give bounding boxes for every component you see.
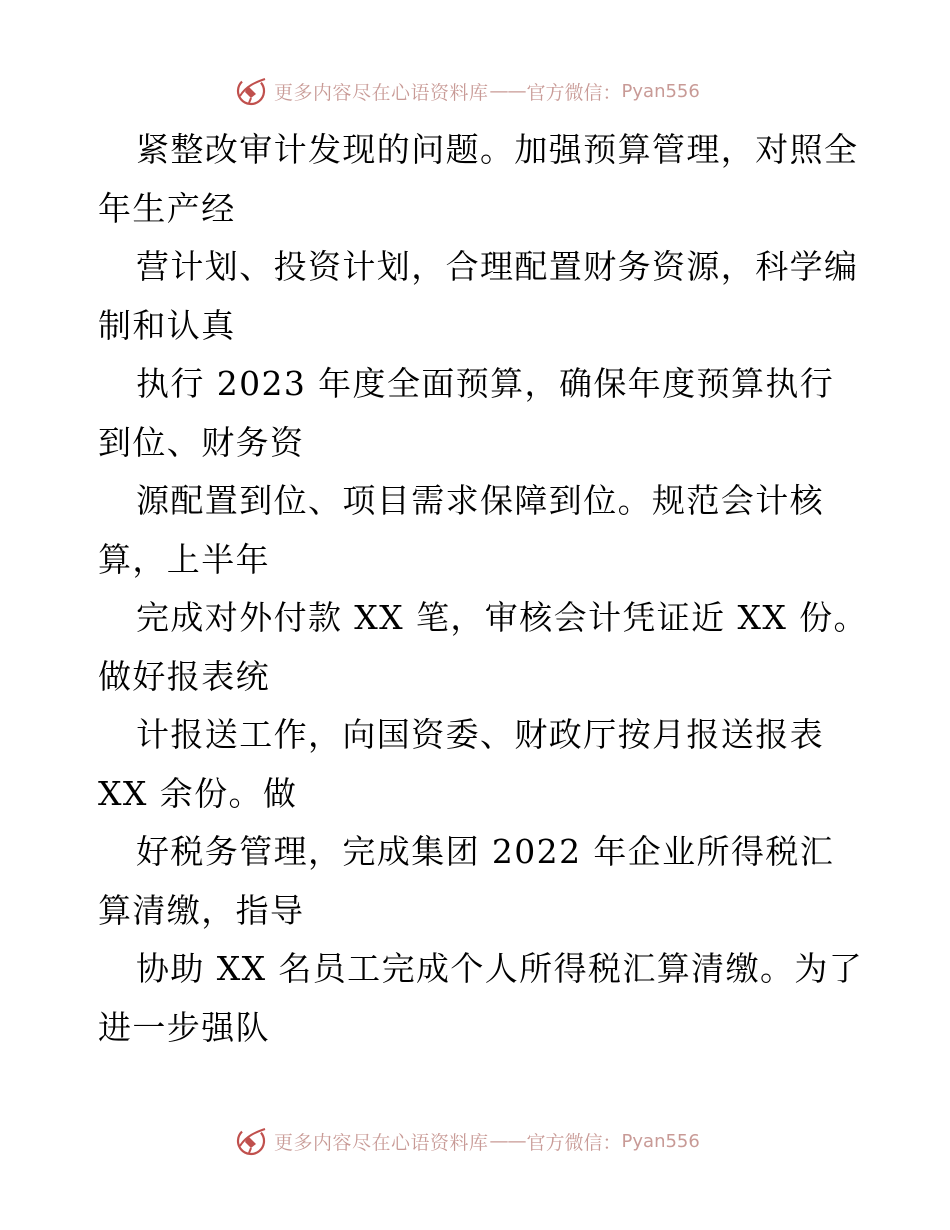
watermark-dash: —— xyxy=(489,1130,526,1152)
pen-nib-swirl-icon xyxy=(234,1124,268,1158)
watermark-id: Pyan556 xyxy=(621,1130,700,1152)
watermark-label: 官方微信： xyxy=(526,1131,622,1154)
footer-watermark xyxy=(234,1124,700,1158)
watermark-text: 更多内容尽在心语资料库 xyxy=(274,81,489,104)
header-watermark xyxy=(234,74,700,108)
paragraph-line: 计报送工作，向国资委、财政厅按月报送报表 XX 余份。做 xyxy=(98,715,824,813)
paragraph-line: 协助 XX 名员工完成个人所得税汇算清缴。为了进一步强队 xyxy=(98,949,864,1047)
watermark-id: Pyan556 xyxy=(621,80,700,102)
paragraph-line: 执行 2023 年度全面预算，确保年度预算执行到位、财务资 xyxy=(98,364,835,462)
paragraph-line: 紧整改审计发现的问题。加强预算管理，对照全年生产经 xyxy=(98,130,859,228)
watermark-dash: —— xyxy=(489,80,526,102)
pen-nib-swirl-icon xyxy=(234,74,268,108)
paragraph-line: 源配置到位、项目需求保障到位。规范会计核算，上半年 xyxy=(98,481,824,579)
watermark-label: 官方微信： xyxy=(526,81,622,104)
document-body xyxy=(98,121,868,1057)
paragraph-line: 营计划、投资计划，合理配置财务资源，科学编制和认真 xyxy=(98,247,859,345)
paragraph-line: 完成对外付款 XX 笔，审核会计凭证近 XX 份。做好报表统 xyxy=(98,598,868,696)
paragraph-line: 好税务管理，完成集团 2022 年企业所得税汇算清缴，指导 xyxy=(98,832,835,930)
watermark-text: 更多内容尽在心语资料库 xyxy=(274,1131,489,1154)
